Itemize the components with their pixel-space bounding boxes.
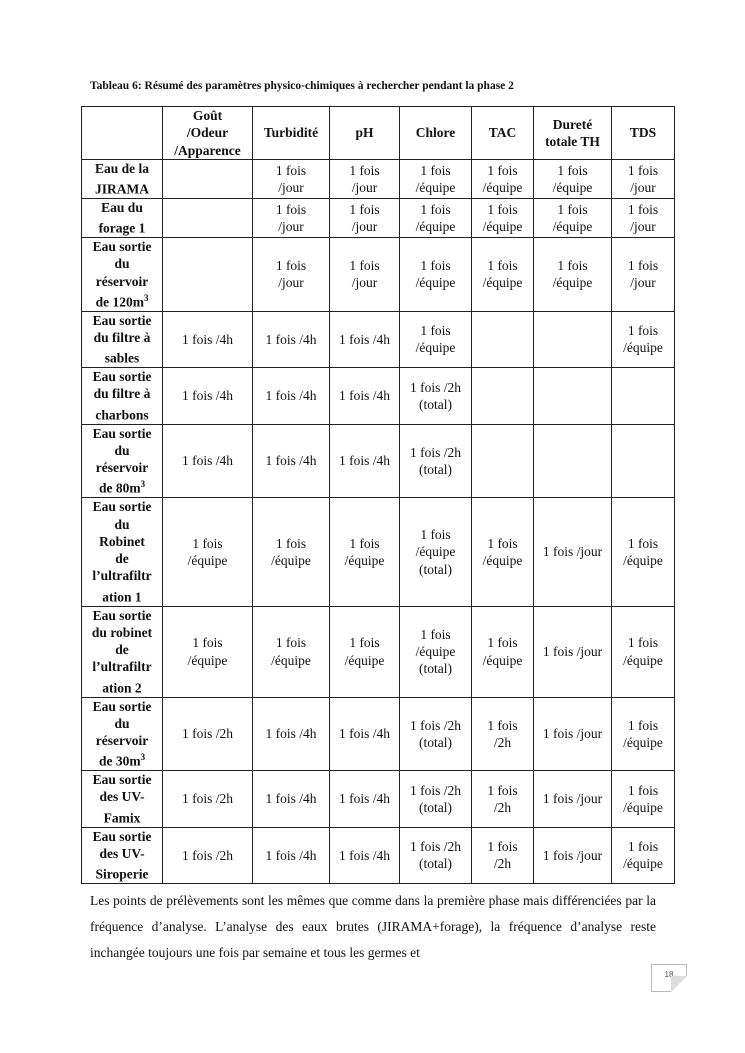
row-label-text: Eau sortie du filtre à sables <box>92 312 152 366</box>
table-cell <box>612 424 675 498</box>
table-row <box>82 311 675 367</box>
table-cell: 1 fois /4h <box>330 827 400 883</box>
table-cell: 1 fois /2h (total) <box>400 368 472 424</box>
page-number-text: 18 <box>664 970 674 979</box>
table-cell: 1 fois /équipe <box>330 606 400 697</box>
table-row <box>82 606 675 697</box>
table-cell: 1 fois /4h <box>163 424 253 498</box>
row-label <box>82 606 163 697</box>
table-cell: 1 fois /2h (total) <box>400 697 472 771</box>
parameters-table <box>81 106 675 884</box>
header-cell <box>82 107 163 160</box>
row-label-text: Eau sortie des UV- Famix <box>92 772 152 826</box>
table-cell: 1 fois /jour <box>534 697 612 771</box>
table-cell: 1 fois /équipe <box>472 198 534 237</box>
row-label <box>82 697 163 771</box>
row-label-text: Eau sortie du robinet de l’ultrafiltr ation 2 <box>91 607 153 696</box>
table-cell: 1 fois /équipe <box>253 606 330 697</box>
table-cell: 1 fois /jour <box>534 606 612 697</box>
page-number <box>651 964 687 992</box>
table-cell: 1 fois /2h <box>163 771 253 827</box>
header-cell: TAC <box>472 107 534 160</box>
table-row <box>82 198 675 237</box>
table-row <box>82 159 675 198</box>
table-caption: Tableau 6: Résumé des paramètres physico-chimiques à rechercher pendant la phase 2 <box>90 80 514 92</box>
row-label <box>82 198 163 237</box>
table-row <box>82 498 675 606</box>
table-row <box>82 771 675 827</box>
table-cell: 1 fois /4h <box>253 311 330 367</box>
table-cell <box>472 424 534 498</box>
table-cell <box>163 159 253 198</box>
table-cell: 1 fois /jour <box>534 771 612 827</box>
table-cell <box>534 311 612 367</box>
table-cell: 1 fois /2h (total) <box>400 827 472 883</box>
row-label-text: Eau sortie du réservoir de 120m <box>92 239 152 310</box>
row-label-text: Eau sortie du filtre à charbons <box>92 369 152 423</box>
table-row <box>82 368 675 424</box>
table-cell: 1 fois /jour <box>253 238 330 312</box>
table-cell: 1 fois /jour <box>612 159 675 198</box>
table-cell: 1 fois /2h <box>472 827 534 883</box>
table-cell: 1 fois /4h <box>253 368 330 424</box>
table-cell: 1 fois /jour <box>534 498 612 606</box>
table-cell: 1 fois /équipe <box>163 606 253 697</box>
table-cell: 1 fois /4h <box>253 697 330 771</box>
body-paragraph: Les points de prélèvements sont les mêmes que comme dans la première phase mais différenciées par la fréquence d’analyse. L’analyse des eaux brutes (JIRAMA+forage), la fréquence d’analyse reste inchangée toujours une fois par semaine et tous les germes et <box>90 893 656 960</box>
table-cell: 1 fois /équipe <box>534 159 612 198</box>
table-cell: 1 fois /équipe <box>612 827 675 883</box>
table-row <box>82 827 675 883</box>
table-cell: 1 fois /4h <box>330 311 400 367</box>
table-cell <box>163 238 253 312</box>
table-cell <box>472 311 534 367</box>
table-cell: 1 fois /équipe <box>163 498 253 606</box>
table-cell: 1 fois /2h <box>163 827 253 883</box>
table-cell: 1 fois /2h <box>472 771 534 827</box>
table-cell: 1 fois /équipe <box>534 238 612 312</box>
table-cell: 1 fois /équipe <box>472 606 534 697</box>
header-cell: Dureté totale TH <box>534 107 612 160</box>
table-cell <box>534 368 612 424</box>
table-cell <box>472 368 534 424</box>
row-label <box>82 238 163 312</box>
header-cell: pH <box>330 107 400 160</box>
row-label <box>82 771 163 827</box>
table-cell: 1 fois /équipe <box>400 311 472 367</box>
row-label <box>82 368 163 424</box>
table-row <box>82 697 675 771</box>
table-cell: 1 fois /4h <box>253 827 330 883</box>
table-cell: 1 fois /équipe <box>472 159 534 198</box>
header-cell: Turbidité <box>253 107 330 160</box>
table-cell: 1 fois /équipe <box>400 238 472 312</box>
table-cell: 1 fois /2h (total) <box>400 424 472 498</box>
table-cell: 1 fois /jour <box>330 159 400 198</box>
row-label-superscript: 3 <box>140 752 146 763</box>
row-label-text: Eau sortie du réservoir de 80m <box>92 425 152 496</box>
table-cell: 1 fois /jour <box>612 238 675 312</box>
table-row <box>82 238 675 312</box>
row-label-text: Eau sortie du réservoir de 30m <box>92 698 152 769</box>
table-cell: 1 fois /équipe <box>612 697 675 771</box>
table-cell: 1 fois /jour <box>612 198 675 237</box>
table-cell: 1 fois /2h <box>472 697 534 771</box>
table-cell: 1 fois /équipe <box>400 198 472 237</box>
header-cell: Chlore <box>400 107 472 160</box>
table-cell: 1 fois /équipe (total) <box>400 606 472 697</box>
table-cell: 1 fois /4h <box>253 424 330 498</box>
table-cell: 1 fois /équipe <box>534 198 612 237</box>
header-cell: TDS <box>612 107 675 160</box>
table-cell: 1 fois /2h <box>163 697 253 771</box>
table-cell: 1 fois /4h <box>253 771 330 827</box>
row-label <box>82 498 163 606</box>
row-label <box>82 311 163 367</box>
table-cell: 1 fois /4h <box>163 311 253 367</box>
table-cell: 1 fois /4h <box>163 368 253 424</box>
table-cell: 1 fois /équipe <box>253 498 330 606</box>
row-label-text: Eau de la JIRAMA <box>94 160 149 197</box>
row-label <box>82 424 163 498</box>
table-cell: 1 fois /4h <box>330 424 400 498</box>
table-cell: 1 fois /équipe <box>472 238 534 312</box>
row-label-superscript: 3 <box>143 292 149 303</box>
table-header-row <box>82 107 675 160</box>
table-cell: 1 fois /jour <box>253 198 330 237</box>
table-cell: 1 fois /jour <box>253 159 330 198</box>
row-label <box>82 159 163 198</box>
table-cell <box>163 198 253 237</box>
table-cell: 1 fois /équipe <box>472 498 534 606</box>
row-label-text: Eau du forage 1 <box>98 199 146 236</box>
table-row <box>82 424 675 498</box>
table-cell <box>612 368 675 424</box>
table-cell: 1 fois /équipe <box>612 311 675 367</box>
table-cell: 1 fois /équipe <box>400 159 472 198</box>
table-cell: 1 fois /équipe (total) <box>400 498 472 606</box>
table-cell: 1 fois /2h (total) <box>400 771 472 827</box>
table-cell: 1 fois /équipe <box>330 498 400 606</box>
table-cell: 1 fois /jour <box>534 827 612 883</box>
row-label <box>82 827 163 883</box>
row-label-superscript: 3 <box>140 479 146 490</box>
table-cell: 1 fois /équipe <box>612 606 675 697</box>
table-cell: 1 fois /équipe <box>612 498 675 606</box>
table-cell <box>534 424 612 498</box>
row-label-text: Eau sortie des UV- Siroperie <box>92 828 152 882</box>
table-cell: 1 fois /jour <box>330 198 400 237</box>
header-cell: Goût /Odeur /Apparence <box>163 107 253 160</box>
table-cell: 1 fois /jour <box>330 238 400 312</box>
row-label-text: Eau sortie du Robinet de l’ultrafiltr ation 1 <box>92 499 152 605</box>
table-cell: 1 fois /4h <box>330 368 400 424</box>
page-fold-icon <box>671 976 687 992</box>
table-cell: 1 fois /4h <box>330 771 400 827</box>
table-cell: 1 fois /4h <box>330 697 400 771</box>
table-cell: 1 fois /équipe <box>612 771 675 827</box>
